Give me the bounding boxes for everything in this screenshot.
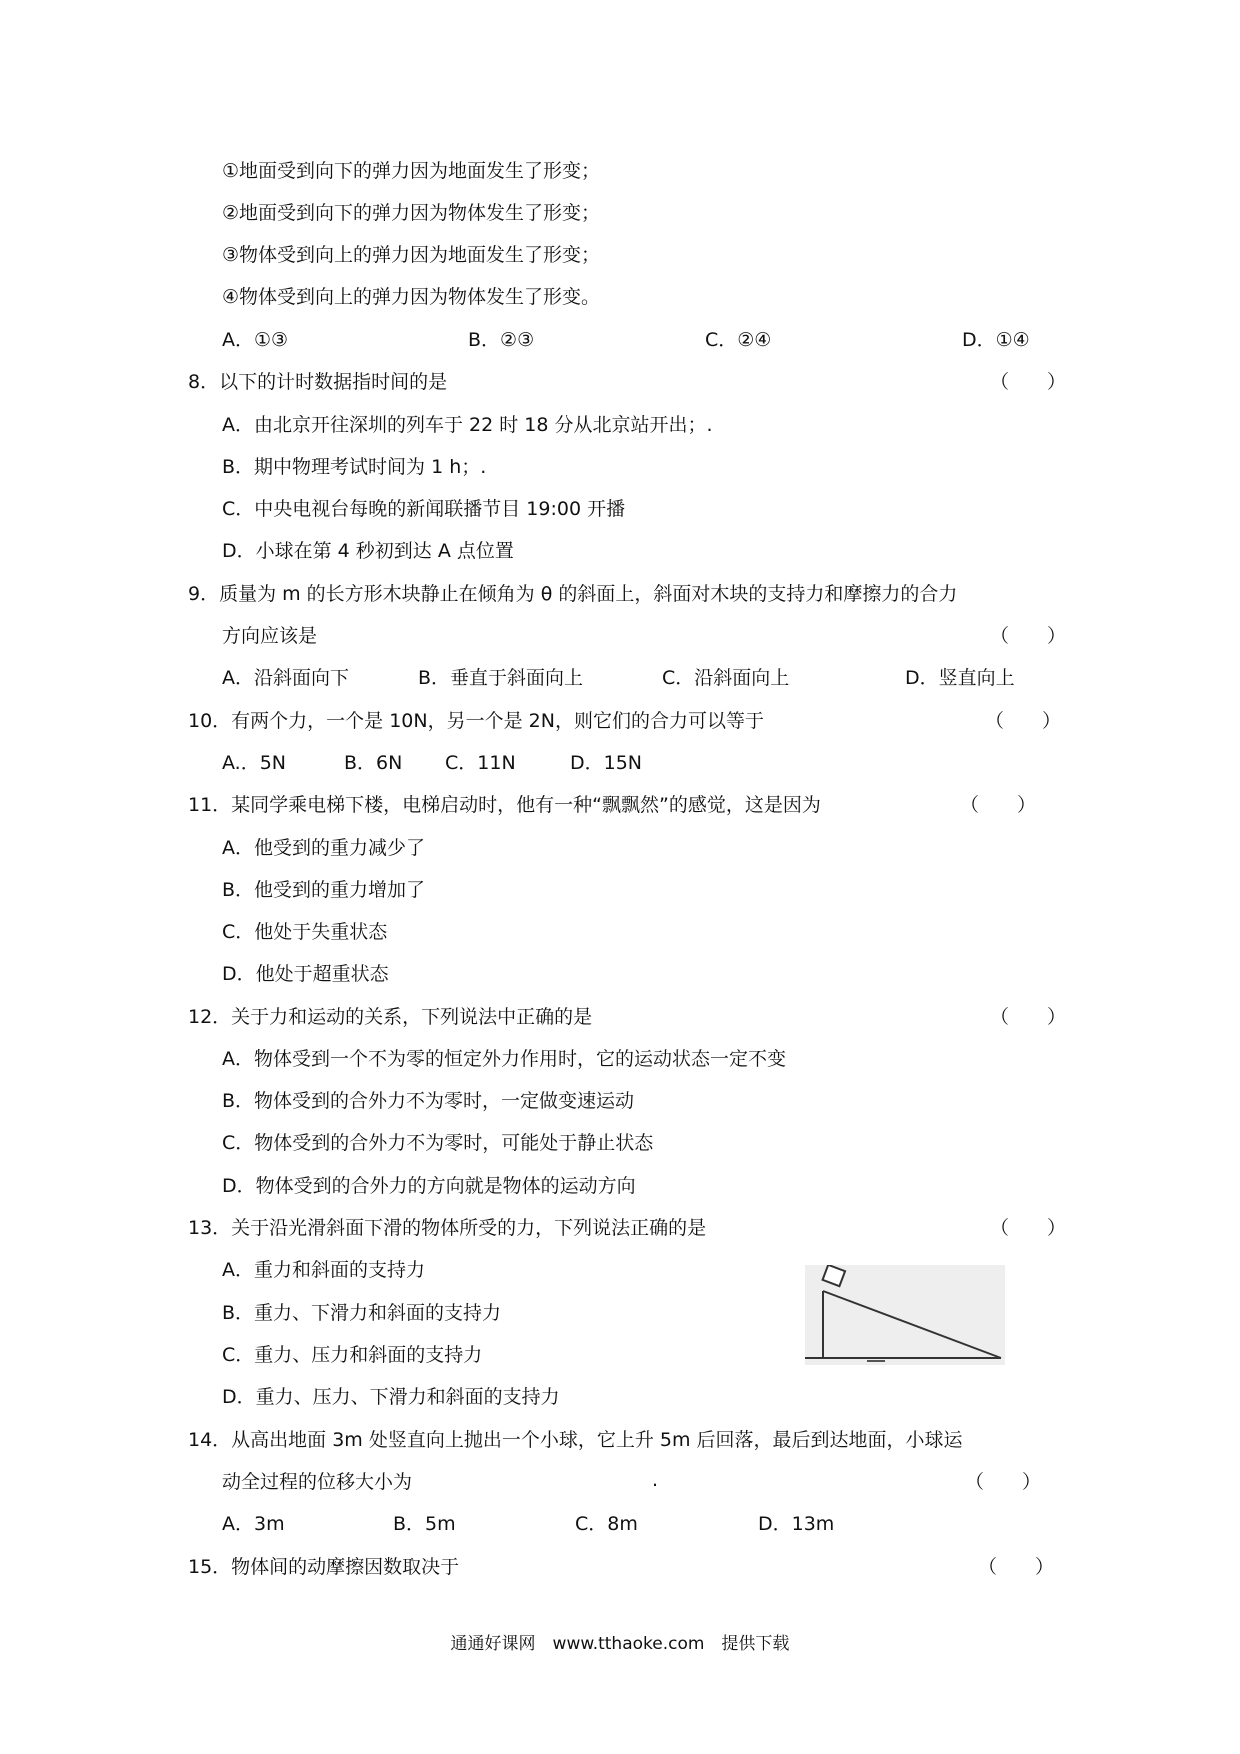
q10-option-b: B．6N <box>344 752 403 774</box>
q14-stray-dot: . <box>652 1469 659 1491</box>
q7-statement-3: ③物体受到向上的弹力因为地面发生了形变； <box>222 244 601 266</box>
q8-option-b: B．期中物理考试时间为 1 h；. <box>222 456 487 478</box>
q9-option-d: D．竖直向上 <box>905 667 1015 689</box>
q14-stem-continued: 动全过程的位移大小为 <box>222 1471 413 1493</box>
q11-option-d: D．他处于超重状态 <box>222 963 389 985</box>
q11-stem: 11．某同学乘电梯下楼，电梯启动时，他有一种“飘飘然”的感觉，这是因为 <box>188 794 821 816</box>
inclined-plane-figure <box>805 1265 1005 1365</box>
q10-answer-paren: （ ） <box>985 710 1062 732</box>
q13-option-a: A．重力和斜面的支持力 <box>222 1259 425 1281</box>
q10-option-c: C．11N <box>445 752 516 774</box>
q11-answer-paren: （ ） <box>960 794 1037 816</box>
q15-stem: 15．物体间的动摩擦因数取决于 <box>188 1556 460 1578</box>
q12-option-c: C．物体受到的合外力不为零时，可能处于静止状态 <box>222 1132 654 1154</box>
q13-option-d: D．重力、压力、下滑力和斜面的支持力 <box>222 1386 560 1408</box>
q15-answer-paren: （ ） <box>978 1556 1055 1578</box>
q13-stem: 13．关于沿光滑斜面下滑的物体所受的力，下列说法正确的是 <box>188 1217 707 1239</box>
q14-option-a: A．3m <box>222 1513 285 1535</box>
q11-option-c: C．他处于失重状态 <box>222 921 388 943</box>
q14-stem: 14．从高出地面 3m 处竖直向上抛出一个小球，它上升 5m 后回落，最后到达地面，小球运 <box>188 1429 963 1451</box>
q10-option-a: A.．5N <box>222 752 287 774</box>
q12-answer-paren: （ ） <box>990 1006 1067 1028</box>
q8-answer-paren: （ ） <box>990 371 1067 393</box>
q9-option-a: A．沿斜面向下 <box>222 667 349 689</box>
q7-option-c: C．②④ <box>705 329 772 351</box>
q12-option-b: B．物体受到的合外力不为零时，一定做变速运动 <box>222 1090 635 1112</box>
q10-stem: 10．有两个力，一个是 10N，另一个是 2N，则它们的合力可以等于 <box>188 710 764 732</box>
q8-stem: 8．以下的计时数据指时间的是 <box>188 371 448 393</box>
q12-option-d: D．物体受到的合外力的方向就是物体的运动方向 <box>222 1175 636 1197</box>
q13-option-b: B．重力、下滑力和斜面的支持力 <box>222 1302 502 1324</box>
q13-option-c: C．重力、压力和斜面的支持力 <box>222 1344 483 1366</box>
q7-option-a: A．①③ <box>222 329 289 351</box>
q9-answer-paren: （ ） <box>990 625 1067 647</box>
page-footer: 通通好课网 www.tthaoke.com 提供下载 <box>450 1634 790 1654</box>
q7-statement-1: ①地面受到向下的弹力因为地面发生了形变； <box>222 160 601 182</box>
q14-answer-paren: （ ） <box>965 1471 1042 1493</box>
q12-option-a: A．物体受到一个不为零的恒定外力作用时，它的运动状态一定不变 <box>222 1048 786 1070</box>
q12-stem: 12．关于力和运动的关系，下列说法中正确的是 <box>188 1006 593 1028</box>
q14-option-d: D．13m <box>758 1513 835 1535</box>
q9-stem: 9．质量为 m 的长方形木块静止在倾角为 θ 的斜面上，斜面对木块的支持力和摩擦力的合力 <box>188 583 958 605</box>
q10-option-d: D．15N <box>570 752 643 774</box>
q9-option-c: C．沿斜面向上 <box>662 667 790 689</box>
q8-option-d: D．小球在第 4 秒初到达 A 点位置 <box>222 540 514 562</box>
q8-option-c: C．中央电视台每晚的新闻联播节目 19:00 开播 <box>222 498 626 520</box>
q14-option-b: B．5m <box>393 1513 456 1535</box>
q11-option-b: B．他受到的重力增加了 <box>222 879 426 901</box>
q11-option-a: A．他受到的重力减少了 <box>222 837 425 859</box>
q7-statement-2: ②地面受到向下的弹力因为物体发生了形变； <box>222 202 601 224</box>
q13-answer-paren: （ ） <box>990 1217 1067 1239</box>
q7-option-d: D．①④ <box>962 329 1030 351</box>
q7-statement-4: ④物体受到向上的弹力因为物体发生了形变。 <box>222 286 601 308</box>
q14-option-c: C．8m <box>575 1513 638 1535</box>
q9-stem-continued: 方向应该是 <box>222 625 318 647</box>
q7-option-b: B．②③ <box>468 329 535 351</box>
q9-option-b: B．垂直于斜面向上 <box>418 667 584 689</box>
q8-option-a: A．由北京开往深圳的列车于 22 时 18 分从北京站开出；. <box>222 414 713 436</box>
